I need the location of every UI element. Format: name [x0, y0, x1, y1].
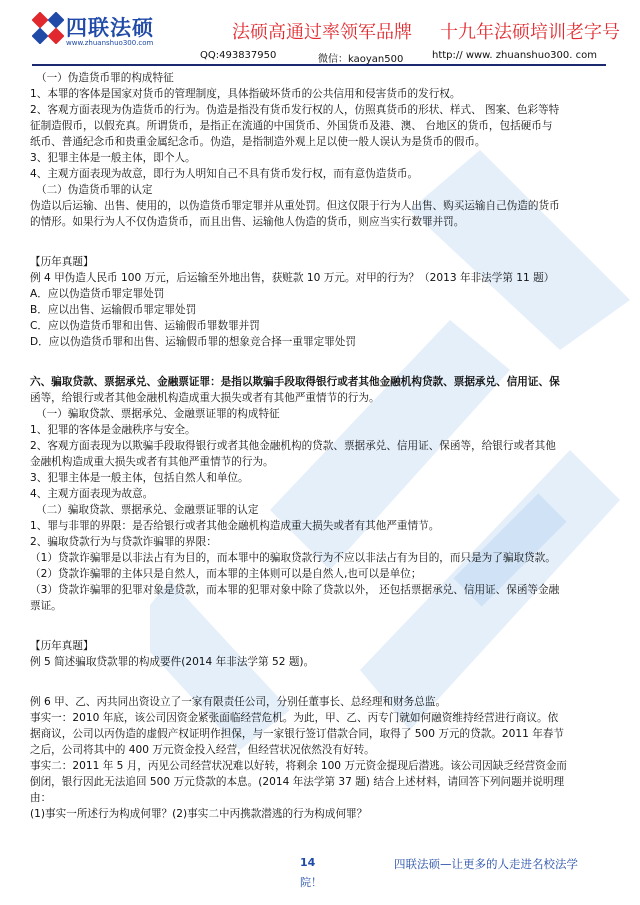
paragraph-line: 3、犯罪主体是一般主体，即个人。 — [30, 152, 196, 164]
paragraph-line: 事实二：2011 年 5 月，丙见公司经营状况难以好转，将剩余 100 万元资金提现后潜逃。该公司因缺乏经营资金而 — [30, 760, 567, 772]
contact-wechat: 微信：kaoyan500 — [318, 54, 404, 65]
answer-option: D．应以伪造货币罪和出售、运输假币罪的想象竞合择一重罪定罪处罚 — [30, 336, 356, 348]
subheading: （一）骗取贷款、票据承兑、金融票证罪的构成特征 — [36, 408, 280, 420]
paragraph-line: 2、骗取贷款行为与贷款诈骗罪的界限： — [30, 536, 217, 548]
paragraph-line: （3）贷款诈骗罪的犯罪对象是贷款，而本罪的犯罪对象中除了贷款以外， 还包括票据承兑、信用证、保函等金融 — [30, 584, 560, 596]
paragraph-line: 伪造以后运输、出售、使用的，以伪造货币罪定罪并从重处罚。但这仅限于行为人出售、购买运输自己伪造的货币 — [30, 200, 560, 212]
footer-slogan: 四联法硕—让更多的人走进名校法学 — [394, 857, 578, 871]
question-line: 例 5 简述骗取贷款罪的构成要件(2014 年非法学第 52 题)。 — [30, 656, 315, 668]
paragraph-line: 据商议，公司以丙伪造的虚假产权证明作担保，与一家银行签订借款合同，取得了 500 万元的贷款。2011 年春节 — [30, 728, 564, 740]
paragraph-line: 之后，公司将其中的 400 万元资金投入经营，但经营状况依然没有好转。 — [30, 744, 375, 756]
brand-url: www.zhuanshuo300.com — [66, 39, 154, 47]
paragraph-line: 1、犯罪的客体是金融秩序与安全。 — [30, 424, 196, 436]
paragraph-line: （2）贷款诈骗罪的主体只是自然人，而本罪的主体则可以是自然人,也可以是单位； — [30, 568, 422, 580]
question-line: 例 4 甲伪造人民币 100 万元，后运输至外地出售，获赃款 10 万元。对甲的行为？（2013 年非法学第 11 题） — [30, 272, 555, 284]
paragraph-line: 3、犯罪主体是一般主体，包括自然人和单位。 — [30, 472, 249, 484]
section-label: 【历年真题】 — [30, 256, 94, 268]
header-divider — [32, 64, 606, 66]
paragraph-line: 4、主观方面表现为故意。 — [30, 488, 154, 500]
brand-mark-icon — [32, 12, 64, 44]
paragraph-line: 1、罪与非罪的界限：是否给银行或者其他金融机构造成重大损失或者有其他严重情节。 — [30, 520, 440, 532]
section-label: 【历年真题】 — [30, 640, 94, 652]
paragraph-line: 事实一：2010 年底，该公司因资金紧张面临经营危机。为此，甲、乙、丙专门就如何融资维持经营进行商议。依 — [30, 712, 559, 724]
subheading: （二）骗取贷款、票据承兑、金融票证罪的认定 — [36, 504, 259, 516]
paragraph-line: (1)事实一所述行为构成何罪？(2)事实二中丙携款潜逃的行为构成何罪？ — [30, 808, 368, 820]
paragraph-line: 票证。 — [30, 600, 62, 612]
paragraph-line: 的情形。如果行为人不仅伪造货币，而且出售、运输他人伪造的货币，则应当实行数罪并罚。 — [30, 216, 465, 228]
slogan-right: 十九年法硕培训老字号 — [440, 22, 620, 43]
paragraph-line: 4、主观方面表现为故意，即行为人明知自己不具有货币发行权，而有意伪造货币。 — [30, 168, 419, 180]
answer-option: A．应以伪造货币罪定罪处罚 — [30, 288, 165, 300]
answer-option: C．应以伪造货币罪和出售、运输假币罪数罪并罚 — [30, 320, 260, 332]
page-number: 14 — [300, 856, 316, 869]
footer-slogan-tail: 院！ — [300, 876, 322, 889]
paragraph-line: 纸币、普通纪念币和贵重金属纪念币。伪造，是指制造外观上足以使一般人误认为是货币的假币。 — [30, 136, 486, 148]
page-header — [0, 0, 640, 66]
contact-website[interactable]: http:// www. zhuanshuo300. com — [432, 50, 597, 61]
contact-qq: QQ:493837950 — [200, 50, 277, 61]
paragraph-line: （1）贷款诈骗罪是以非法占有为目的，而本罪中的骗取贷款行为不应以非法占有为目的，而只是为了骗取贷款。 — [30, 552, 556, 564]
question-line: 例 6 甲、乙、丙共同出资设立了一家有限责任公司，分别任董事长、总经理和财务总监。 — [30, 696, 447, 708]
answer-option: B．应以出售、运输假币罪定罪处罚 — [30, 304, 197, 316]
paragraph-line: 2、客观方面表现为以欺骗手段取得银行或者其他金融机构的贷款、票据承兑、信用证、保函等，给银行或者其他 — [30, 440, 556, 452]
paragraph-line: 金融机构造成重大损失或者有其他严重情节的行为。 — [30, 456, 274, 468]
subheading: （一）伪造货币罪的构成特征 — [36, 72, 174, 84]
paragraph-line: 1、本罪的客体是国家对货币的管理制度，具体指破坏货币的公共信用和侵害货币的发行权。 — [30, 88, 461, 100]
brand-name: 四联法硕 — [66, 16, 154, 40]
subheading: （二）伪造货币罪的认定 — [36, 184, 153, 196]
section-heading: 六、骗取贷款、票据承兑、金融票证罪：是指以欺骗手段取得银行或者其他金融机构贷款、票据承兑、信用证、保 — [30, 376, 560, 388]
slogan-left: 法硕高通过率领军品牌 — [232, 22, 412, 43]
paragraph-line: 倒闭，银行因此无法追回 500 万元贷款的本息。(2014 年法学第 37 题) 结合上述材料，请回答下列问题并说明理 — [30, 776, 565, 788]
paragraph-line: 2、客观方面表现为伪造货币的行为。伪造是指没有货币发行权的人，仿照真货币的形状、样式、 图案、色彩等特 — [30, 104, 560, 116]
brand-logo[interactable] — [32, 12, 222, 62]
paragraph-line: 函等，给银行或者其他金融机构造成重大损失或者有其他严重情节的行为。 — [30, 392, 380, 404]
paragraph-line: 征制造假币，以假充真。所谓货币，是指正在流通的中国货币、外国货币及港、澳、 台地区的货币，包括硬币与 — [30, 120, 553, 132]
paragraph-line: 由： — [30, 792, 52, 804]
